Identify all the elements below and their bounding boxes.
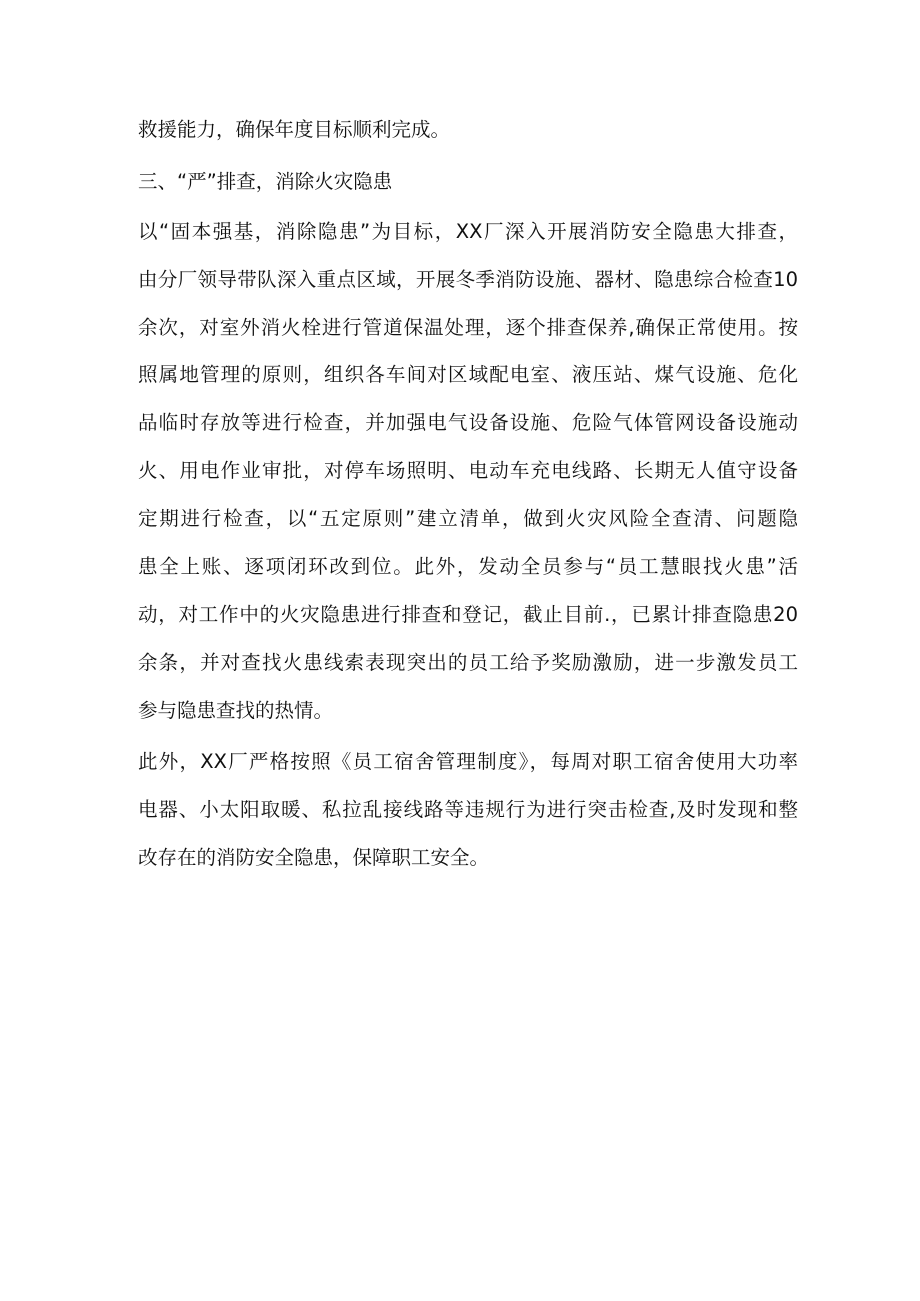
text-line-6: 照属地管理的原则，组织各车间对区域配电室、液压站、煤气设施、危化 <box>138 363 798 386</box>
text-line-12: 余条，并对查找火患线索表现突出的员工给予奖励激励，进一步激发员工 <box>138 651 798 674</box>
text-line-9: 定期进行检查，以“五定原则”建立清单，做到火灾风险全查清、问题隐 <box>138 507 798 530</box>
text-line-8: 火、用电作业审批，对停车场照明、电动车充电线路、长期无人值守设备 <box>138 459 798 482</box>
text-line-14: 此外，XX厂严格按照《员工宿舍管理制度》，每周对职工宿舍使用大功率 <box>138 750 798 773</box>
text-line-11: 动，对工作中的火灾隐患进行排查和登记，截止目前.，已累计排查隐患20 <box>138 603 798 626</box>
text-line-5: 余次，对室外消火栓进行管道保温处理，逐个排查保养,确保正常使用。按 <box>138 316 798 339</box>
text-line-13: 参与隐患查找的热情。 <box>138 699 334 722</box>
text-line-10: 患全上账、逐项闭环改到位。此外，发动全员参与“员工慧眼找火患”活 <box>138 555 798 578</box>
text-line-4: 由分厂领导带队深入重点区域，开展冬季消防设施、器材、隐患综合检查10 <box>138 268 798 291</box>
text-line-1: 救援能力，确保年度目标顺利完成。 <box>138 118 451 141</box>
text-line-3: 以“固本强基，消除隐患”为目标，XX厂深入开展消防安全隐患大排查， <box>138 220 798 243</box>
section-heading: 三、“严”排查，消除火灾隐患 <box>138 170 393 193</box>
text-line-16: 改存在的消防安全隐患，保障职工安全。 <box>138 846 490 869</box>
text-line-15: 电器、小太阳取暖、私拉乱接线路等违规行为进行突击检查,及时发现和整 <box>138 798 798 821</box>
text-line-7: 品临时存放等进行检查，并加强电气设备设施、危险气体管网设备设施动 <box>138 411 798 434</box>
